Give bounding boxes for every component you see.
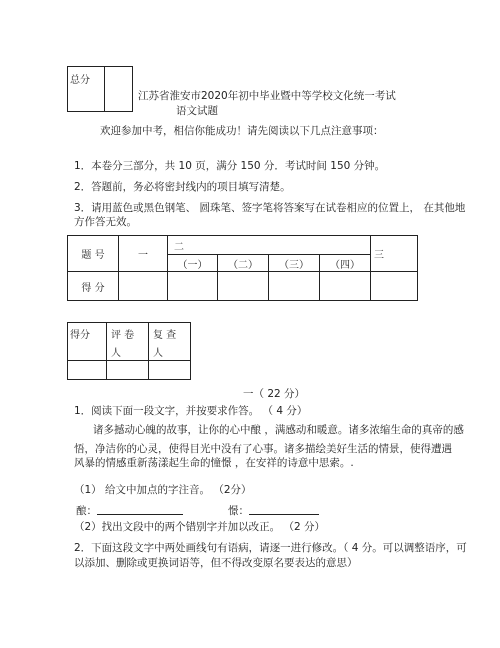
grader-checker — [149, 323, 191, 361]
score-table-row-label: 题 号 — [68, 236, 119, 272]
score-cell-2-4 — [320, 272, 371, 301]
grader-cell-2 — [107, 361, 149, 380]
instruction-3: 3．请用蓝色或黑色钢笔、 圆珠笔、签字笔将答案写在试卷相应的位置上， 在其他地 — [74, 202, 466, 214]
score-table-score-label: 得 分 — [68, 272, 119, 301]
grader-table — [67, 322, 191, 380]
exam-subtitle: 语文试题 — [176, 105, 218, 117]
grader-reviewer — [107, 323, 149, 361]
q1-passage-line-2: 悟，净洁你的心灵，使得目光中没有了心事。诸多描绘美好生活的情景，使得遭遇 — [74, 443, 452, 455]
score-cell-2-2 — [218, 272, 269, 301]
exam-title: 江苏省淮安市2020年初中毕业暨中等学校文化统一考试 — [138, 90, 396, 102]
score-table — [67, 235, 418, 301]
grader-reviewer-bottom: 人 — [111, 348, 121, 359]
score-table-sub-2: （二） — [218, 255, 269, 272]
grader-score-label: 得分 — [68, 323, 107, 361]
q1-sub1: （1） 给文中加点的字注音。 （2分） — [74, 484, 252, 496]
q1-passage-line-1: 诸多撼动心魄的故事，让你的心中酿 ，满感动和暖意。诸多浓缩生命的真帝的感 — [93, 424, 464, 436]
score-table-sub-3: （三） — [269, 255, 320, 272]
score-cell-2-1 — [168, 272, 218, 301]
q1-stem: 1．阅读下面一段文字，并按要求作答。 （ 4 分） — [74, 405, 308, 417]
score-table-sub-4: （四） — [320, 255, 371, 272]
q2-line-2: 以添加、删除或更换词语等，但不得改变原名要表达的意思） — [74, 557, 358, 569]
grader-cell-1 — [68, 361, 107, 380]
q1-blank1-line[interactable] — [97, 514, 183, 515]
total-score-label: 总分 — [68, 67, 105, 112]
q2-line-1: 2．下面这段文字中两处画线句有语病，请逐一进行修改。（ 4 分。可以调整语序，可 — [74, 542, 467, 554]
q1-blank2-line[interactable] — [249, 514, 319, 515]
total-score-value-cell — [105, 67, 133, 112]
instruction-2: 2．答题前，务必将密封线内的项目填写清楚。 — [74, 181, 291, 193]
score-table-sub-1: （一） — [168, 255, 218, 272]
grader-reviewer-top: 评 卷 — [111, 330, 135, 341]
score-table-col-1: 一 — [119, 236, 168, 272]
q1-blank1-label: 酿： — [76, 505, 97, 517]
section-one-heading: 一（ 22 分） — [243, 388, 306, 400]
q1-blank2-label: 憬： — [228, 505, 249, 517]
grader-checker-bottom: 人 — [153, 348, 163, 359]
grader-checker-top: 复 查 — [153, 330, 177, 341]
score-cell-1 — [119, 272, 168, 301]
total-score-box — [67, 66, 133, 112]
score-table-col-3: 三 — [371, 236, 418, 272]
q1-passage-line-3: 风暴的情感重新荡漾起生命的憧憬 ，在安祥的诗意中思索。. — [74, 457, 354, 469]
score-cell-3 — [371, 272, 418, 301]
score-cell-2-3 — [269, 272, 320, 301]
grader-cell-3 — [149, 361, 191, 380]
welcome-text: 欢迎参加中考，相信你能成功！请先阅读以下几点注意事项： — [100, 125, 384, 137]
instruction-3-cont: 方作答无效。 — [74, 216, 137, 228]
score-table-col-2: 二 — [168, 236, 371, 255]
instruction-1: 1．本卷分三部分，共 10 页，满分 150 分．考试时间 150 分钟。 — [74, 160, 386, 172]
q1-sub2: （2）找出文段中的两个错别字并加以改正。 （2 分） — [74, 521, 326, 533]
